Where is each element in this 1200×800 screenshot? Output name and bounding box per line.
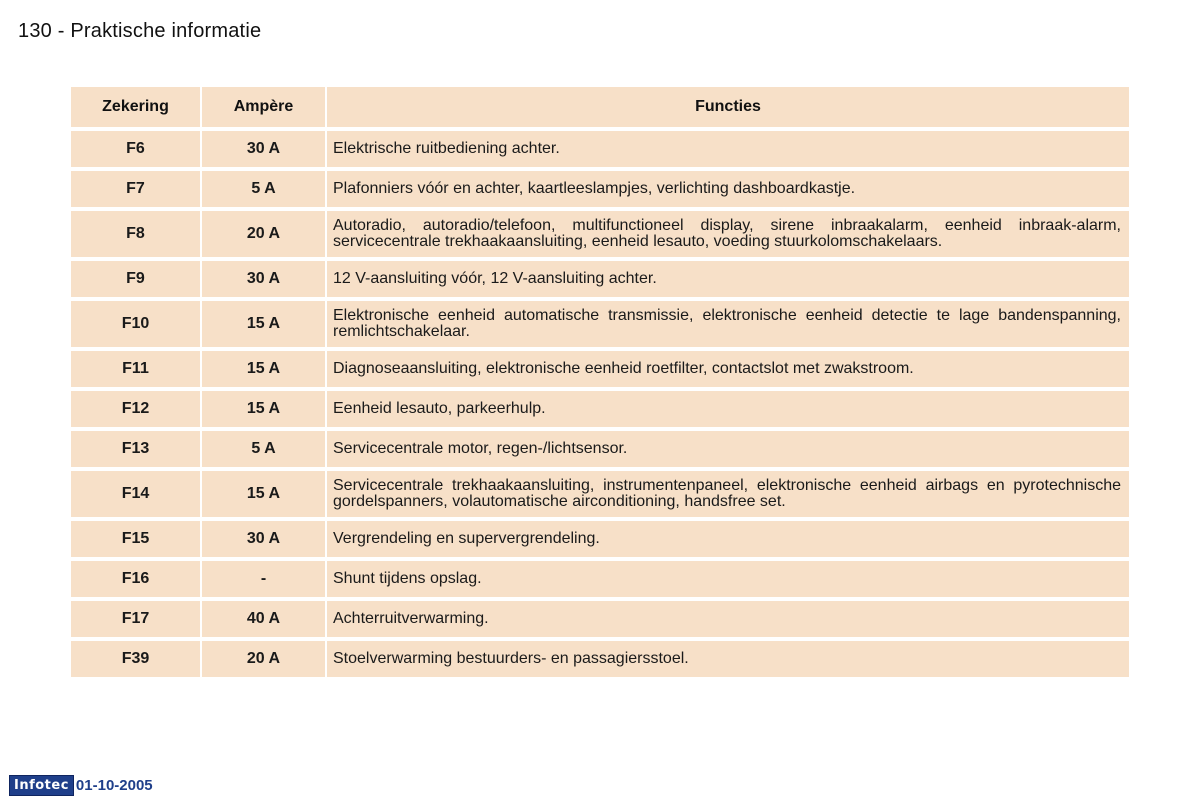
fuse-cell: F6 bbox=[71, 131, 200, 167]
ampere-cell: 15 A bbox=[202, 471, 325, 517]
fuse-cell: F10 bbox=[71, 301, 200, 347]
table-row bbox=[71, 131, 1129, 167]
table-row bbox=[71, 351, 1129, 387]
ampere-cell: 40 A bbox=[202, 601, 325, 637]
fuse-cell: F39 bbox=[71, 641, 200, 677]
functions-cell: Autoradio, autoradio/telefoon, multifunctioneel display, sirene inbraakalarm, eenheid inbraak-alarm, servicecentrale trekhaakaansluiting, eenheid lesauto, voeding stuurkolomschakelaars. bbox=[327, 211, 1129, 257]
ampere-cell: 30 A bbox=[202, 521, 325, 557]
infotec-logo: Infotec bbox=[9, 775, 74, 796]
fuse-table bbox=[69, 83, 1131, 681]
ampere-cell: - bbox=[202, 561, 325, 597]
functions-cell: Diagnoseaansluiting, elektronische eenheid roetfilter, contactslot met zwakstroom. bbox=[327, 351, 1129, 387]
table-row bbox=[71, 641, 1129, 677]
functions-cell: Servicecentrale motor, regen-/lichtsensor. bbox=[327, 431, 1129, 467]
fuse-cell: F7 bbox=[71, 171, 200, 207]
ampere-cell: 30 A bbox=[202, 131, 325, 167]
functions-cell: Elektronische eenheid automatische transmissie, elektronische eenheid detectie te lage bandenspanning, remlichtschakelaar. bbox=[327, 301, 1129, 347]
functions-cell: Plafonniers vóór en achter, kaartleeslampjes, verlichting dashboardkastje. bbox=[327, 171, 1129, 207]
fuse-cell: F8 bbox=[71, 211, 200, 257]
functions-cell: Eenheid lesauto, parkeerhulp. bbox=[327, 391, 1129, 427]
fuse-cell: F15 bbox=[71, 521, 200, 557]
table-row bbox=[71, 211, 1129, 257]
fuse-cell: F13 bbox=[71, 431, 200, 467]
table-row bbox=[71, 261, 1129, 297]
column-header-fuse: Zekering bbox=[71, 87, 200, 127]
functions-cell: Vergrendeling en supervergrendeling. bbox=[327, 521, 1129, 557]
ampere-cell: 30 A bbox=[202, 261, 325, 297]
footer-date: 01-10-2005 bbox=[75, 776, 153, 794]
functions-cell: Achterruitverwarming. bbox=[327, 601, 1129, 637]
ampere-cell: 20 A bbox=[202, 641, 325, 677]
table-row bbox=[71, 471, 1129, 517]
fuse-cell: F9 bbox=[71, 261, 200, 297]
functions-cell: Stoelverwarming bestuurders- en passagiersstoel. bbox=[327, 641, 1129, 677]
table-header-row bbox=[71, 87, 1129, 127]
fuse-cell: F11 bbox=[71, 351, 200, 387]
functions-cell: Elektrische ruitbediening achter. bbox=[327, 131, 1129, 167]
table-row bbox=[71, 391, 1129, 427]
table-row bbox=[71, 431, 1129, 467]
fuse-cell: F17 bbox=[71, 601, 200, 637]
ampere-cell: 5 A bbox=[202, 171, 325, 207]
ampere-cell: 15 A bbox=[202, 351, 325, 387]
functions-cell: Shunt tijdens opslag. bbox=[327, 561, 1129, 597]
ampere-cell: 20 A bbox=[202, 211, 325, 257]
functions-cell: 12 V-aansluiting vóór, 12 V-aansluiting achter. bbox=[327, 261, 1129, 297]
column-header-ampere: Ampère bbox=[202, 87, 325, 127]
functions-cell: Servicecentrale trekhaakaansluiting, instrumentenpaneel, elektronische eenheid airbags en pyrotechnische gordelspanners, volautomatische airconditioning, handsfree set. bbox=[327, 471, 1129, 517]
table-row bbox=[71, 601, 1129, 637]
column-header-functions: Functies bbox=[327, 87, 1129, 127]
fuse-cell: F14 bbox=[71, 471, 200, 517]
table-row bbox=[71, 561, 1129, 597]
fuse-cell: F12 bbox=[71, 391, 200, 427]
ampere-cell: 15 A bbox=[202, 391, 325, 427]
ampere-cell: 5 A bbox=[202, 431, 325, 467]
table-row bbox=[71, 171, 1129, 207]
ampere-cell: 15 A bbox=[202, 301, 325, 347]
table-row bbox=[71, 521, 1129, 557]
footer bbox=[9, 774, 153, 796]
fuse-cell: F16 bbox=[71, 561, 200, 597]
page-title: 130 - Praktische informatie bbox=[18, 20, 262, 42]
table-row bbox=[71, 301, 1129, 347]
